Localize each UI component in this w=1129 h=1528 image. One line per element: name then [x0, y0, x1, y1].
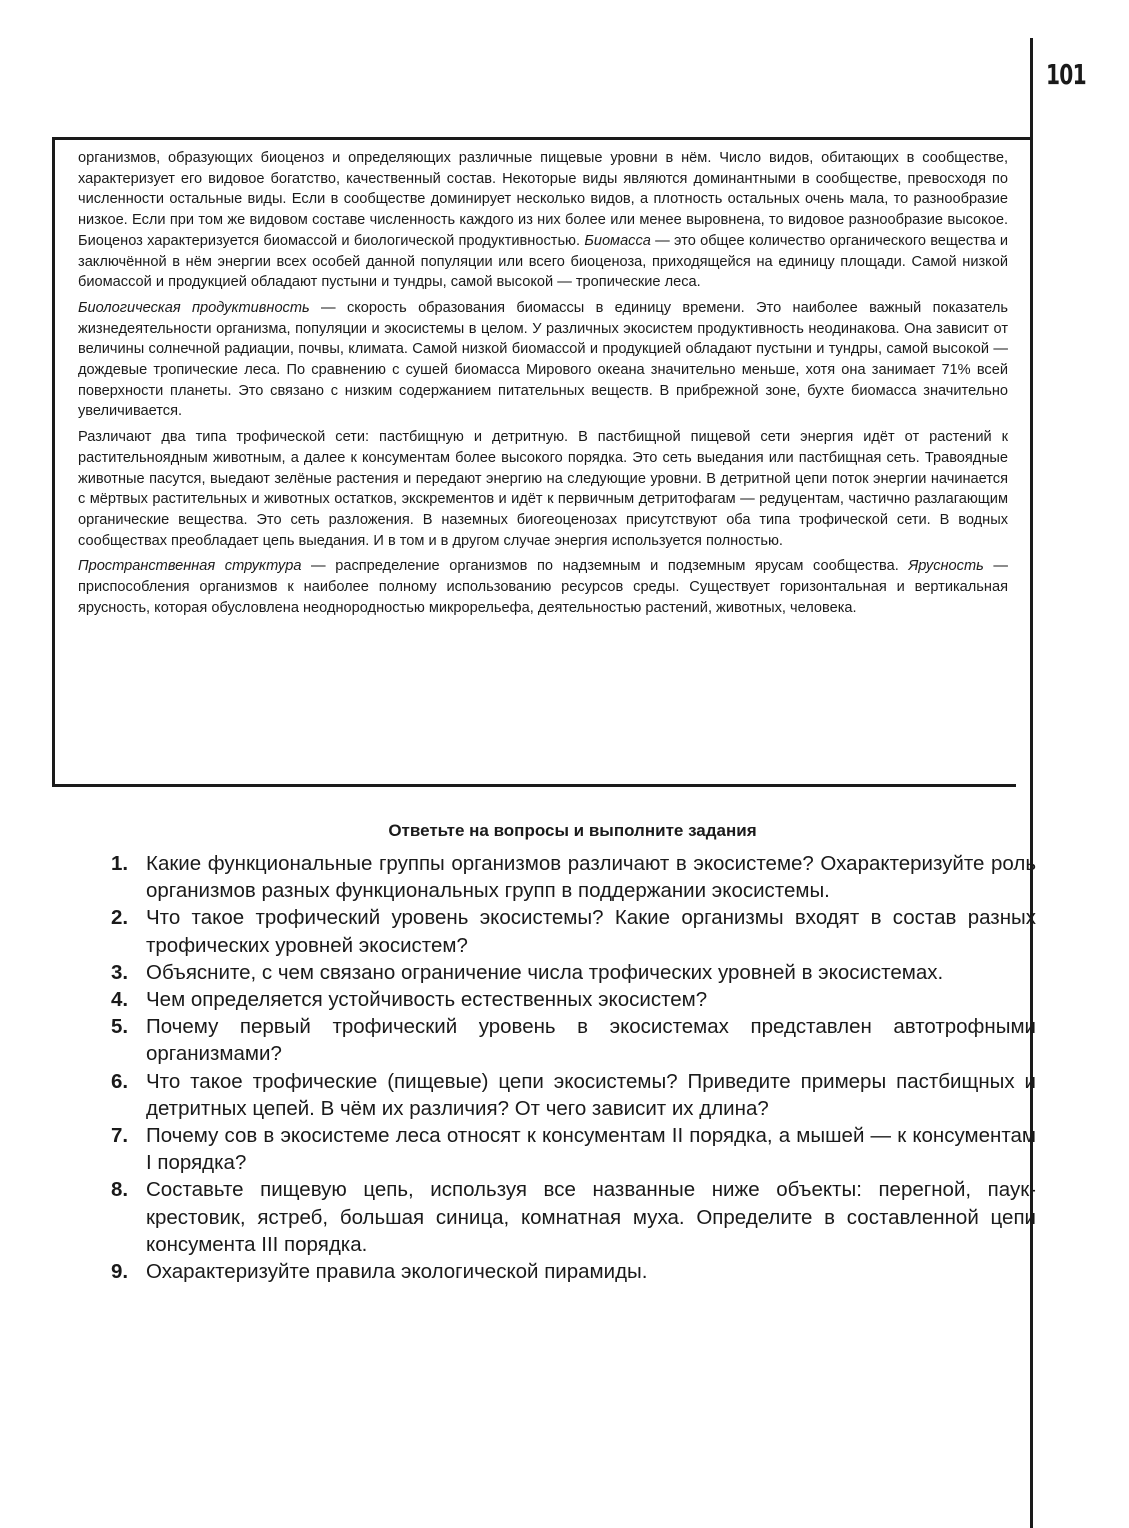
- box-paragraph-4: Пространственная структура — распределение организмов по надземным и подземным ярусам сообщества. Ярусность — приспособления организмов к наиболее полному использованию ресурсов среды. Существует горизонтальная и вертикальная ярусность, которая обусловлена неоднородностью микрорельефа, деятельностью растений, животных, человека.: [78, 558, 1008, 616]
- question-number: 3.: [111, 960, 129, 984]
- question-item: [106, 986, 1036, 1013]
- question-number: 5.: [111, 1015, 129, 1039]
- box-paragraph-2: Биологическая продуктивность — скорость образования биомассы в единицу времени. Это наиболее важный показатель жизнедеятельности организма, популяции и экосистемы в целом. У различных экосистем продуктивность неодинакова. Она зависит от величины солнечной радиации, почвы, климата. Самой низкой биомассой и продукцией обладают пустыни и тундры, самой высокой — дождевые тропические леса. По сравнению с сушей биомасса Мирового океана значительно меньше, хотя она занимает 71% всей поверхности планеты. Это связано с низким содержанием питательных веществ. В прибрежной зоне, бухте биомасса значительно увеличивается.: [78, 299, 1009, 420]
- question-number: 2.: [111, 906, 129, 930]
- question-text: Чем определяется устойчивость естественных экосистем?: [146, 988, 708, 1012]
- term-biomass: Биомасса: [584, 232, 651, 249]
- question-number: 6.: [111, 1069, 129, 1093]
- question-item: [106, 904, 1036, 958]
- right-margin-rule: [1030, 38, 1033, 1528]
- questions-list: [106, 850, 1036, 1285]
- questions-heading: Ответьте на вопросы и выполните задания: [388, 821, 757, 840]
- question-item: [106, 1122, 1036, 1176]
- info-box-text: [78, 148, 1008, 623]
- question-text: Составьте пищевую цепь, используя все названные ниже объекты: перегной, паук-крестовик, ястреб, большая синица, комнатная муха. Определите в составленной цепи консумента III порядка.: [146, 1178, 1036, 1256]
- question-text: Что такое трофический уровень экосистемы? Какие организмы входят в состав разных трофических уровней экосистем?: [146, 906, 1036, 957]
- question-item: [106, 850, 1036, 904]
- question-number: 8.: [111, 1178, 129, 1202]
- question-number: 7.: [111, 1124, 129, 1148]
- question-text: Почему сов в экосистеме леса относят к консументам II порядка, а мышей — к консументам I порядка?: [146, 1124, 1036, 1175]
- question-number: 4.: [111, 988, 129, 1012]
- question-item: [106, 1258, 1036, 1285]
- question-text: Почему первый трофический уровень в экосистемах представлен автотрофными организмами?: [146, 1015, 1036, 1066]
- question-number: 1.: [111, 852, 129, 875]
- question-item: [106, 1068, 1036, 1122]
- question-number: 9.: [111, 1260, 129, 1284]
- question-item: [106, 959, 1036, 986]
- question-item: [106, 1176, 1036, 1258]
- question-text: Охарактеризуйте правила экологической пирамиды.: [146, 1260, 648, 1284]
- term-spatial-structure: Пространственная структура: [78, 558, 302, 575]
- box-paragraph-1: организмов, образующих биоценоз и определяющих различные пищевые уровни в нём. Число видов, обитающих в сообществе, характеризует его видовое богатство, качественный состав. Некоторые виды являются доминантными в сообществе, превосходя по численности остальные виды. Если в сообществе доминирует несколько видов, а плотность остальных очень мала, то разнообразие низкое. Если при том же видовом составе численность каждого из них более или менее выровнена, то видовое разнообразие высокое. Биоценоз характеризуется биомассой и биологической продуктивностью. Биомасса — это общее количество органического вещества и заключённой в нём энергии всех особей данной популяции или всего биоценоза, приходящейся на единицу площади. Самой низкой биомассой и продукцией обладают пустыни и тундры, самой высокой — тропические леса.: [78, 150, 1008, 291]
- question-text: Какие функциональные группы организмов различают в экосистеме? Охарактеризуйте роль организмов разных функциональных групп в поддержании экосистемы.: [146, 852, 1036, 903]
- question-text: Что такое трофические (пищевые) цепи экосистемы? Приведите примеры пастбищных и детритных цепей. В чём их различия? От чего зависит их длина?: [146, 1069, 1036, 1120]
- question-item: [106, 1013, 1036, 1067]
- question-text: Объясните, с чем связано ограничение числа трофических уровней в экосистемах.: [146, 960, 944, 984]
- term-productivity: Биологическая продуктивность: [78, 299, 310, 316]
- page-number: 101: [1046, 58, 1086, 91]
- term-layering: Ярусность: [908, 558, 984, 575]
- box-paragraph-3: Различают два типа трофической сети: пастбищную и детритную. В пастбищной пищевой сети энергия идёт от растений к растительноядным животным, а далее к консументам более высокого порядка. Это сеть выедания или пастбищная сеть. Травоядные животные пасутся, выедают зелёные растения и передают энергию на следующие уровни. В детритной цепи поток энергии начинается с мёртвых растительных и животных остатков, экскрементов и идёт к первичным детритофагам — редуцентам, частично разлагающим органические вещества. Это сеть разложения. В наземных биогеоценозах присутствуют оба типа трофической сети. В водных сообществах преобладает цепь выедания. И в том и в другом случае энергия используется полностью.: [78, 429, 1008, 549]
